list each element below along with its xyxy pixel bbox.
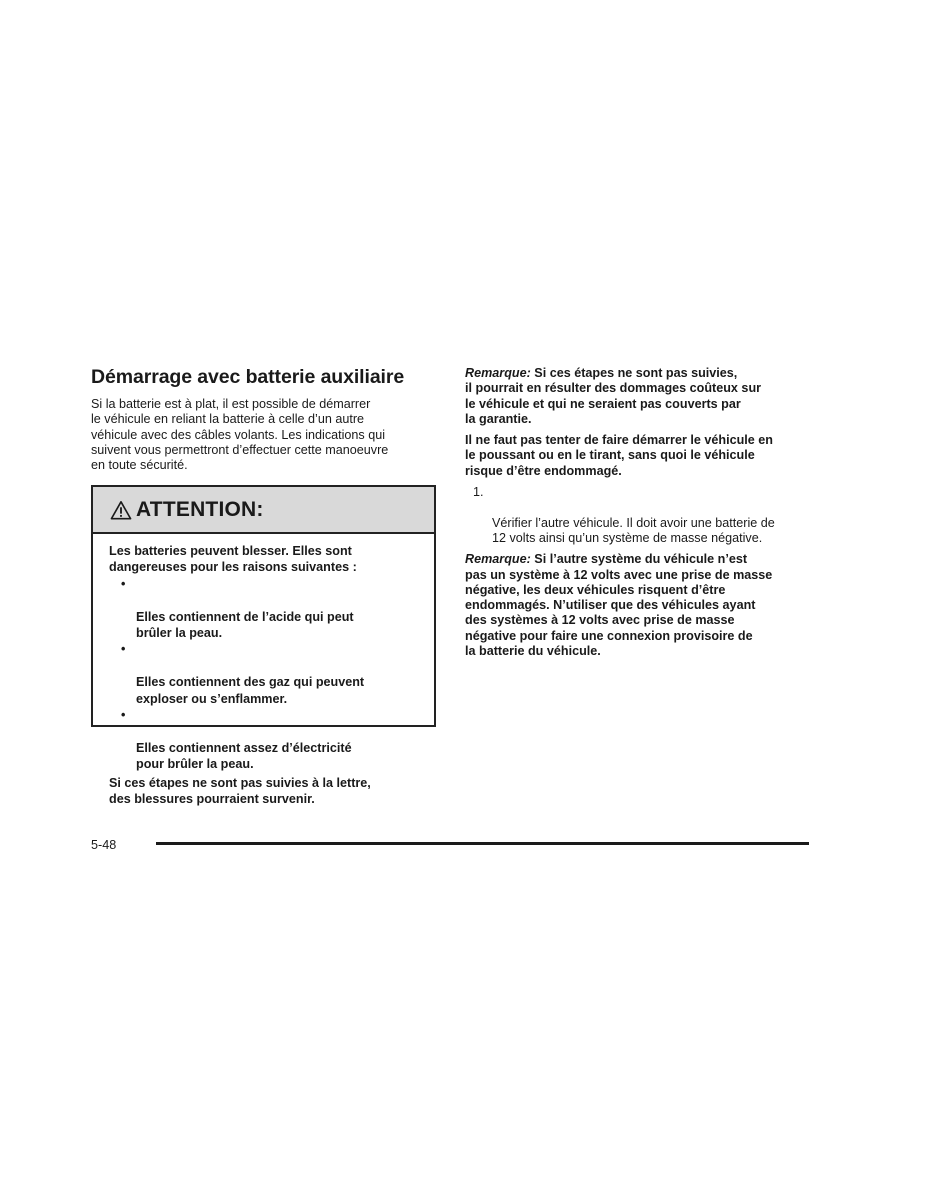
bullet-dot: • (121, 576, 126, 591)
attention-bullet-list (109, 576, 418, 773)
attention-title: ATTENTION: (136, 497, 264, 521)
list-item (465, 485, 815, 546)
bullet-text: Elles contiennent assez d’électricité pour brûler la peau. (136, 740, 352, 772)
intro-paragraph: Si la batterie est à plat, il est possible de démarrer le véhicule en reliant la batterie à celle d’un autre véhicule avec des câbles volants. Les indications qui suivent vous permettront d’effectuer cette manoeuvre en toute sécurité. (91, 397, 389, 473)
list-item (109, 707, 418, 773)
note-text: Si l’autre système du véhicule n’est pas un système à 12 volts avec une prise de masse négative, les deux véhicules risquent d’être endommagés. N’utiliser que des véhicules ayant des systèmes à 12 volts avec prise de masse négative pour faire une connexion provisoire de la batterie du véhicule. (465, 552, 773, 659)
bullet-dot: • (121, 642, 126, 657)
section-title: Démarrage avec batterie auxiliaire (91, 366, 405, 388)
attention-lead: Les batteries peuvent blesser. Elles sont dangereuses pour les raisons suivantes : (109, 544, 357, 575)
note-paragraph (465, 366, 815, 427)
attention-box (91, 485, 436, 807)
note-paragraph (465, 552, 815, 659)
bullet-text: Elles contiennent des gaz qui peuvent exploser ou s’enflammer. (136, 675, 365, 706)
attention-body (93, 534, 434, 808)
warning-triangle-icon (110, 500, 132, 520)
bullet-dot: • (121, 708, 126, 723)
warning-paragraph: Il ne faut pas tenter de faire démarrer le véhicule en le poussant ou en le tirant, sans quoi le véhicule risque d’être endommagé. (465, 433, 773, 478)
note-text: Si ces étapes ne sont pas suivies, il pourrait en résulter des dommages coûteux sur le véhicule et qui ne seraient pas couverts par la garantie. (465, 366, 762, 426)
left-column (91, 366, 436, 473)
list-item (109, 641, 418, 707)
steps-list (465, 485, 815, 546)
footer-rule (156, 842, 809, 845)
step-number: 1. (473, 485, 484, 500)
note-label: Remarque: (465, 552, 531, 567)
note-label: Remarque: (465, 366, 531, 380)
bullet-text: Elles contiennent de l’acide qui peut brûler la peau. (136, 609, 354, 641)
step-text: Vérifier l’autre véhicule. Il doit avoir une batterie de 12 volts ainsi qu’un système de masse négative. (492, 515, 775, 545)
attention-outro: Si ces étapes ne sont pas suivies à la lettre, des blessures pourraient survenir. (109, 775, 371, 807)
attention-header (93, 487, 434, 534)
page-number: 5-48 (91, 838, 117, 852)
list-item (109, 576, 418, 642)
right-column (465, 366, 815, 665)
